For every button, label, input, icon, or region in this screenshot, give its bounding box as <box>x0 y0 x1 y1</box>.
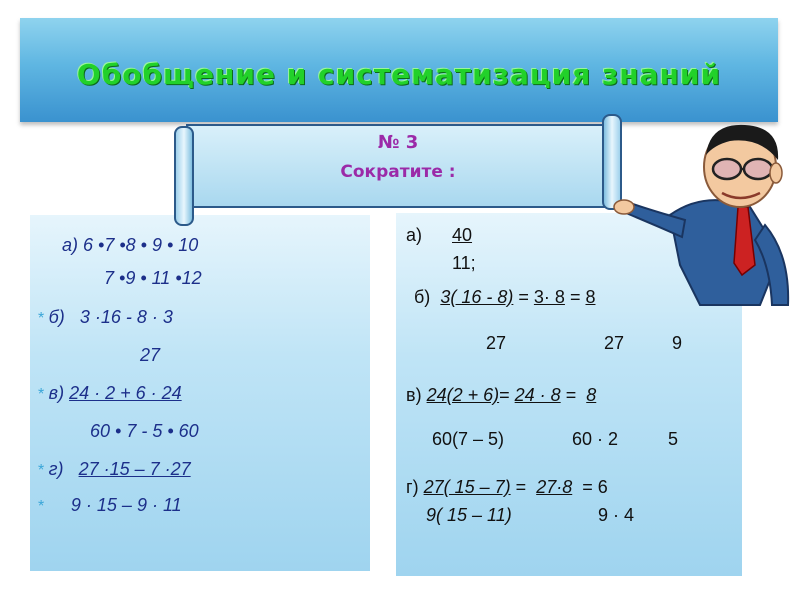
answer-a-numerator: 40 <box>452 225 473 245</box>
task-b-denominator: 27 <box>140 345 161 365</box>
answer-g-den2: 9 · 4 <box>598 505 635 525</box>
bullet-icon: * <box>38 386 49 403</box>
bullet-icon: * <box>38 498 71 515</box>
task-panel <box>30 215 370 571</box>
answer-g-den1: 9( 15 – 11) <box>426 505 512 525</box>
page-title: Обобщение и систематизация знаний <box>76 58 722 91</box>
task-b-numerator: * б) 3 ·16 - 8 · 3 <box>38 307 173 327</box>
answer-b-den3: 9 <box>672 333 683 353</box>
task-a-numerator: а) 6 •7 •8 • 9 • 10 <box>62 235 199 255</box>
answer-g-line: г) 27( 15 – 7) = 27·8 = 6 <box>406 477 608 497</box>
task-v-numerator: * в) 24 · 2 + 6 · 24 <box>38 383 182 403</box>
title-banner <box>20 18 778 122</box>
task-scroll <box>172 118 622 218</box>
task-v-denominator: 60 • 7 - 5 • 60 <box>90 421 199 441</box>
answer-b-line: б) 3( 16 - 8) = 3· 8 = 8 <box>414 287 596 307</box>
task-instruction: Сократите : <box>340 162 456 182</box>
task-g-numerator: * г) 27 ·15 – 7 ·27 <box>38 459 191 479</box>
answer-a-label: а) <box>406 225 423 245</box>
answer-v-den1: 60(7 – 5) <box>432 429 505 449</box>
task-number: № 3 <box>377 132 419 153</box>
teacher-character-illustration <box>610 115 800 315</box>
answer-v-den2: 60 · 2 <box>572 429 619 449</box>
answer-b-den2: 27 <box>604 333 625 353</box>
answer-b-den1: 27 <box>486 333 507 353</box>
bullet-icon: * <box>38 310 49 327</box>
answer-v-line: в) 24(2 + 6)= 24 · 8 = 8 <box>406 385 597 405</box>
scroll-roll-left <box>174 126 194 226</box>
task-a-denominator: 7 •9 • 11 •12 <box>104 268 202 288</box>
answer-a-denominator: 11; <box>452 253 476 273</box>
bullet-icon: * <box>38 462 49 479</box>
answer-v-den3: 5 <box>668 429 679 449</box>
scroll-body <box>186 124 610 208</box>
task-g-denominator: * 9 · 15 – 9 · 11 <box>38 495 182 515</box>
